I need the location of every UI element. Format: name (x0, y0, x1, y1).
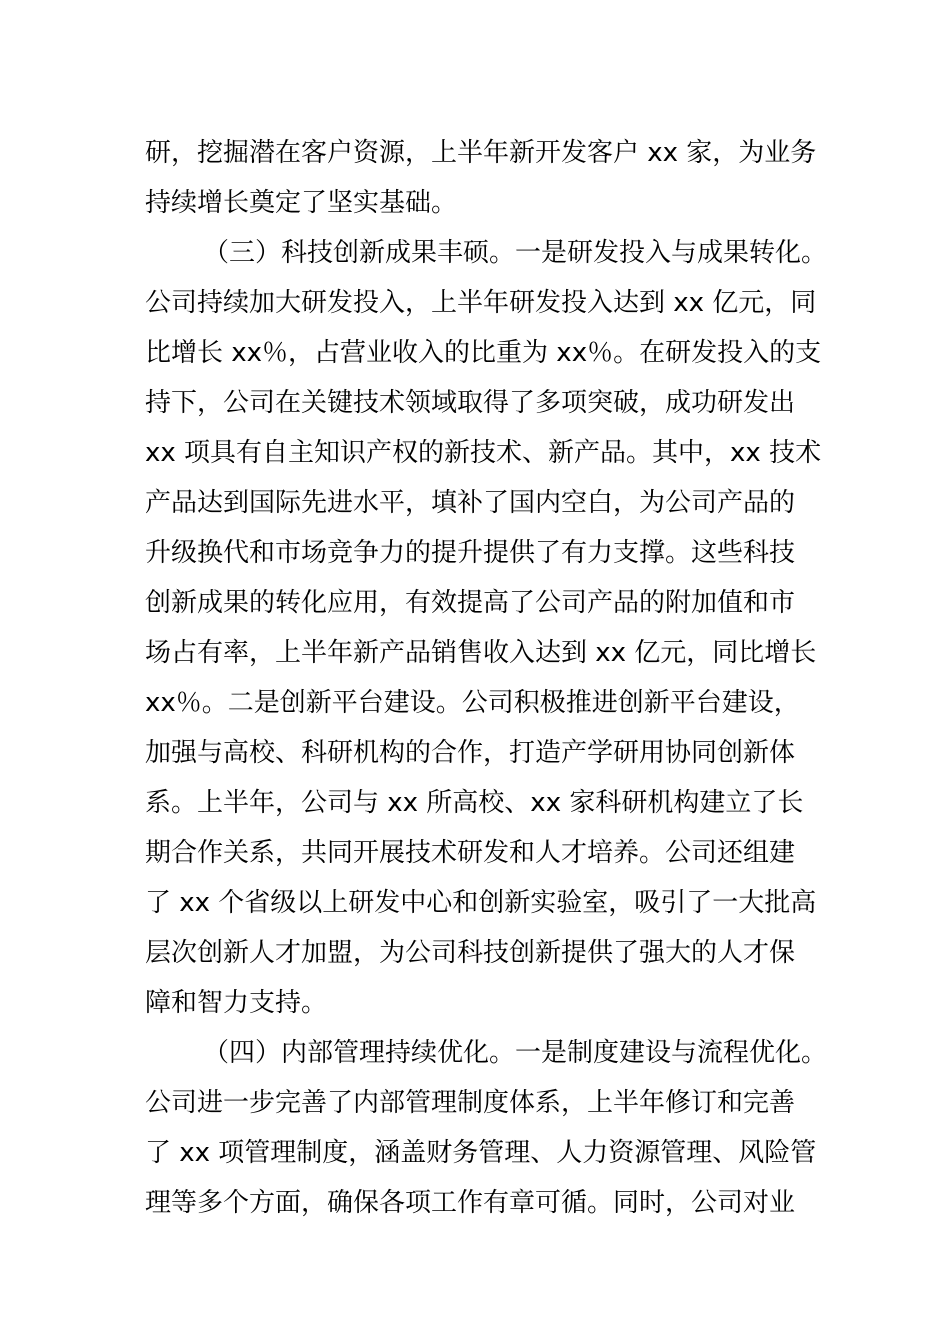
section-heading-line: （三）科技创新成果丰硕。一是研发投入与成果转化。 (203, 238, 828, 268)
text-line: 场占有率，上半年新产品销售收入达到 xx 亿元，同比增长 (145, 638, 817, 668)
text-line: 升级换代和市场竞争力的提升提供了有力支撑。这些科技 (145, 538, 796, 568)
text-line: 比增长 xx％，占营业收入的比重为 xx％。在研发投入的支 (145, 338, 822, 368)
text-line: 持续增长奠定了坚实基础。 (145, 188, 458, 218)
text-line: xx％。二是创新平台建设。公司积极推进创新平台建设， (145, 688, 800, 718)
text-line: 持下，公司在关键技术领域取得了多项突破，成功研发出 (145, 388, 796, 418)
text-line: 了 xx 个省级以上研发中心和创新实验室，吸引了一大批高 (145, 888, 817, 918)
text-line: 障和智力支持。 (145, 988, 328, 1018)
text-line: 公司持续加大研发投入，上半年研发投入达到 xx 亿元，同 (145, 288, 817, 318)
text-line: 创新成果的转化应用，有效提高了公司产品的附加值和市 (145, 588, 796, 618)
text-line: 系。上半年，公司与 xx 所高校、xx 家科研机构建立了长 (145, 788, 804, 818)
text-line: 研，挖掘潜在客户资源，上半年新开发客户 xx 家，为业务 (145, 138, 817, 168)
text-line: 产品达到国际先进水平，填补了国内空白，为公司产品的 (145, 488, 796, 518)
text-line: 理等多个方面，确保各项工作有章可循。同时，公司对业 (145, 1188, 796, 1218)
text-line: 加强与高校、科研机构的合作，打造产学研用协同创新体 (145, 738, 796, 768)
text-line: 层次创新人才加盟，为公司科技创新提供了强大的人才保 (145, 938, 796, 968)
text-line: xx 项具有自主知识产权的新技术、新产品。其中，xx 技术 (145, 438, 822, 468)
text-line: 了 xx 项管理制度，涵盖财务管理、人力资源管理、风险管 (145, 1138, 817, 1168)
text-line: 公司进一步完善了内部管理制度体系，上半年修订和完善 (145, 1088, 796, 1118)
document-body (145, 128, 828, 1228)
section-heading-line: （四）内部管理持续优化。一是制度建设与流程优化。 (203, 1038, 828, 1068)
text-line: 期合作关系，共同开展技术研发和人才培养。公司还组建 (145, 838, 796, 868)
